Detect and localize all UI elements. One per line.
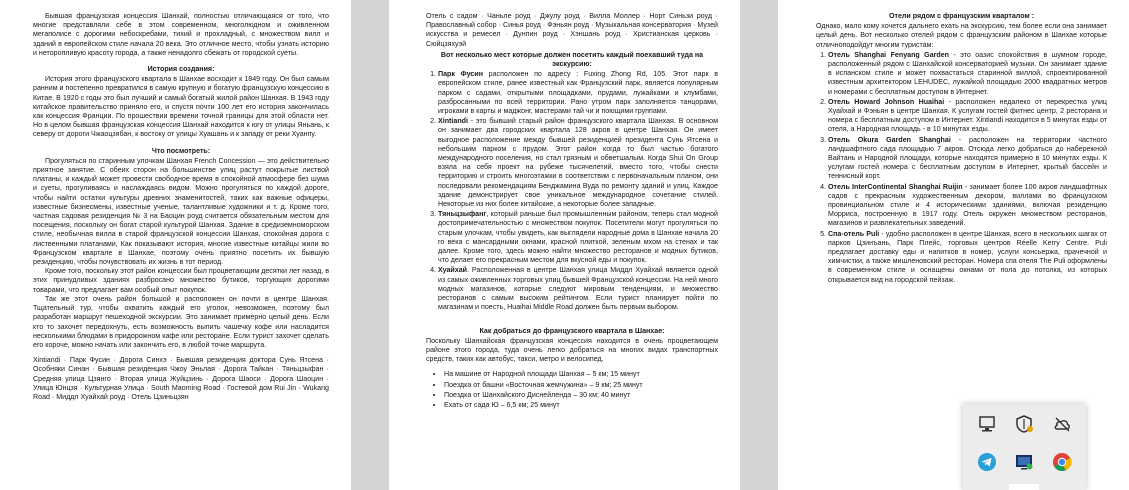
list-item: 3. Отель Okura Garden Shanghai - расположен на территории частного ландшафтного сада площадью 7 акров. Отсюда легко добраться до набережной Вайтань и Народной площади, которые находятся примерно в 10 минутах езды. К услугам гостей номера с бесплатным доступом в Интернет, крытый бассейн и теннисный корт.: [828, 136, 1107, 182]
security-shield-icon[interactable]: [1013, 413, 1035, 435]
howto-heading: Как добраться до французского квартала в Шанхае:: [479, 326, 665, 335]
list-item: 3. Тяньцзыфанг, который раньше был промышленным районом, теперь стал модной достопримечательностью с множеством покупок. Посетители могут прогуляться по старым улочкам, чтобы увидеть, как выглядели народные дома в Шанхае начала 20 го века с мансардными окнами, красной плиткой, зеленым мхом на стенах и так далее. Кроме того, здесь можно найти множество ресторанов и модных бутиков, что делает его прекрасным местом для вкусной еды и покупок.: [438, 210, 718, 265]
hotels-list: [816, 51, 1107, 285]
list-item: 2. Отель Howard Johnson Huaihai - расположен недалеко от перекрестка улиц Хуайхай и Фэньян в центре Шанхая. К услугам гостей фитнес центр, 2 ресторана и номера с бесплатным доступом в Интернет. Xintiandi находится в 5 минутах езды от отеля, а Народная площадь - в 10 минутах езды.: [828, 98, 1107, 135]
intro-paragraph: Бывшая французская концессия Шанхай, полностью отличающаяся от того, что многие представляли себе в этом современном, многолюдном и оживленном мегаполисе с дорогими небоскребами, тихий и прохладный, с множеством вилл и зданий в европейском стиле начала 20 века. Это отличное место, чтобы узнать историю и неторопливую красоту города, а также ненадолго сбежать от городской суеты.: [33, 12, 329, 57]
history-heading: История создания:: [147, 65, 215, 74]
document-page-1: [0, 0, 351, 490]
system-tray-overflow: [963, 404, 1086, 490]
transport-list: [426, 370, 718, 410]
places-list: [426, 70, 718, 312]
list-item: 1. Парк Фусин расположен по адресу : Fuxing Zhong Rd, 105. Этот парк в европейском стиле, ранее известный как Французский парк, является популярным парком с садами, открытыми площадками, прудами, лужайками и клумбами, разбросанными по всей территории. Рано утром парк заполняется танцорами, игроками в карты и маджонг, мастерами тай чи и поющими группами.: [438, 70, 718, 116]
howto-paragraph: Поскольку Шанхайская французская концессия находится в очень процветающем районе этого города, туда очень легко добраться на многих видах транспортных средств, таких как автобус, такси, метро и велосипед.: [426, 336, 718, 364]
list-item: • Поездка от башни «Восточная жемчужина» – 9 км; 25 минут: [444, 381, 718, 390]
history-paragraph: История этого французского квартала в Шанхае восходит к 1849 году. Он был самым ранним и постепенно превратился в самую крупную и богатую французскую концессию в Китае. В 1920 с годы это был лучший и самый богатый жилой район Шанхая. В 1943 году китайское правительство приняло его, и спустя почти 100 лет его история закончилась как концессия Франции. По прошествии времени точной границы для этой области нет. Но в целом бывшая французская концессия Шанхай находится к югу от улицы Яньань, к северу от дороги Чжаоцзябан, к востоку от улицы Хуашань и к западу от реки Хуанпу.: [33, 75, 329, 139]
tray-hover-indicator: [1009, 484, 1039, 490]
list-item: • Поездка от Шанхайского Диснейленда – 30 км; 40 минут: [444, 391, 718, 400]
hotels-heading: Отели рядом с французским кварталом :: [888, 12, 1035, 20]
see-heading: Что посмотреть:: [151, 146, 211, 155]
see-paragraph-2: Кроме того, поскольку этот район концессии был процветающим десятки лет назад, в этих принудливых зданиях разбросано множество бутиков, торгующих дорогими товарами, что предлагает вам особый опыт покупок.: [33, 267, 329, 294]
document-page-2: [389, 0, 740, 490]
route-paragraph: Xintiandi · Парк Фусин · Дорога Синхэ · Бывшая резиденция доктора Сунь Ятсена · Особняки Синан · Бывшая резиденция Чжоу Эньлая · Дорога Тайкан · Тяньцзыфан · Средняя улица Цзянго · Вторая улица Жуйцзинь · Дорога Шаоси · Дорога Шаоцин · Улица Юнцзя · Культурная Улица · South Maoming Road · Гостевой дом Rui Jin · Wukang Road · Миддл Хуайхай роуд · Отель Цзиньцзян: [33, 356, 329, 401]
list-item: 5. Спа-отель Puli - удобно расположен в центре Шанхая, всего в нескольких шагах от парков Цзинъань, Парк Плейс, торговых центров Réelle Kerry Centre. Puli предлагает доставку еды и напитков в номер, услуги консьержа, прачечной и химчистки, а также мишленовский ресторан. Номера спа отеля The Puli оформлены в современном стиле и оснащены окнами от пола до потолка, из которых открывается вид на городской пейзаж.: [828, 230, 1107, 285]
list-item: 4. Хуайхай. Расположенная в центре Шанхая улица Миддл Хуайхай является одной из самых оживленных торговых улиц бывшей Французской концессии. На ней много модных магазинов, которые следуют мировым тенденциям, и множество ресторанов с самым высоким рейтингом. Если турист планирует пойти по магазинам и поесть, Huaihai Middle Road должен быть первым выбором.: [438, 266, 718, 312]
places-heading: Вот несколько мест которые должен посетить каждый поехавший туда на экскурсию:: [440, 50, 704, 69]
see-paragraph-1: Прогуляться по старинным улочкам Шанхая French Concession — это действительно приятное занятие. С обеих сторон на большинстве улиц растут покрытые листвой платаны, и каждый может провести свободное время в спокойной атмосфере без шума и суеты, прогуливаясь и наслаждаясь видом. Можно прогуляться по каждой дороге, чтобы найти остатки культуры древних знаменитостей, таких как важные офицеры, известные бизнесмены, известные ученые, талантливые художники и т. д. Кроме того, частная садовая резиденция № 3 на Баоцин роуд считается обязательным местом для посещения, поскольку он богат старой культурой Шанхая. Здание в средиземноморском стиле, необычная вилла в старой французской концессии Шанхая, спокойная дорога с лиственными платанами, Как показывают история, многие известные китайцы жили во Французском квартале в Шанхае, поэтому очень приятно посетить их бывшую резиденцию, чтобы почувствовать их жизнь в тот период.: [33, 156, 329, 267]
telegram-icon[interactable]: [976, 451, 998, 473]
hotels-intro: Однако, мало кому хочется дальнего ехать на экскурсию, тем более если она занимает целый день. Вот несколько отелей рядом с французским районом в Шанхае которые отличноподойдут многим туристам:: [816, 22, 1107, 49]
list-item: 4. Отель InterContinental Shanghai Ruijin - занимает более 100 акров ландшафтных садов с прекрасным художественным декором, виллами во французском провинциальном стиле и 4 историческими зданиями, включая резиденцию Морриса, построенную в 1917 году. Отель окружен множеством ресторанов, магазинов и развлекательных заведений.: [828, 183, 1107, 229]
list-item: 2. Xintiandi - это бывший старый район французского квартала Шанхая. В основном он занимает два городских квартала 128 акров в центре Шанхая. Он имеет выгодное расположение между бывшей резиденцией президента Сунь Ятсена и небольшим парком с прудом. Этот район когда то был частью богатого международного поселения, но стал грязным и обветшалым. Когда Shui On Group взяла на себя проект на рубеже тысячелетий, вместо того, чтобы снести территорию и строить многоэтажки в соответствии с первоначальным планом, они последовали рекомендациям Бенджамина Вуда по ремонту зданий и улиц. Каждое здание демонстрирует свое уникальное международное сочетание стилей. Некоторые из них более китайские, а некоторые более западные.: [438, 117, 718, 209]
list-item: • На машине от Народной площади Шанхая – 5 км; 15 минут: [444, 370, 718, 379]
route-continuation: Отель с садом · Чаньле роуд · Джулу роуд · Вилла Моллер · Норт Синьзи роуд · Православный собор · Синья роуд · Фэньян роуд · Музыкальная консерватория · Музей искусства и ремесел · Дунпин роуд · Хэншань роуд · Христианская церковь · Сюйцзяхуэй: [426, 12, 718, 48]
screen-app-icon[interactable]: [1013, 451, 1035, 473]
monitor-icon[interactable]: [976, 413, 998, 435]
see-paragraph-3: Так же этот очень район большой и расположен он почти в центре Шанхая. Тщательный тур, чтобы охватить каждый его уголок, невозможен, поэтому был разработан маршрут пешеходной экскурсии. Это занимает примерно целый день. Если кто то захочет передохнуть, есть возможность выпить чашечку кофе или насладится несколькими блюдами в придорожном кафе или ресторане. Если турист захочет сделать его короче, можно начать или закончить его, в любой точке маршрута.: [33, 294, 329, 349]
cloud-offline-icon[interactable]: [1051, 413, 1073, 435]
list-item: 1. Отель Shanghai Fenyang Garden - это оазис спокойствия в шумном городе, расположенный рядом с Шанхайской консерваторией музыки. Он занимает здание в испанском стиле и может похвастаться старинной виллой, спроектированной известным архитектором LEHUDEC, лужайкой площадью 2000 квадратных метров и номерами с бесплатным доступом в Интернет.: [828, 51, 1107, 97]
chrome-icon[interactable]: [1051, 451, 1073, 473]
list-item: • Ехать от сада Ю – 6,5 км; 25 минут: [444, 401, 718, 410]
